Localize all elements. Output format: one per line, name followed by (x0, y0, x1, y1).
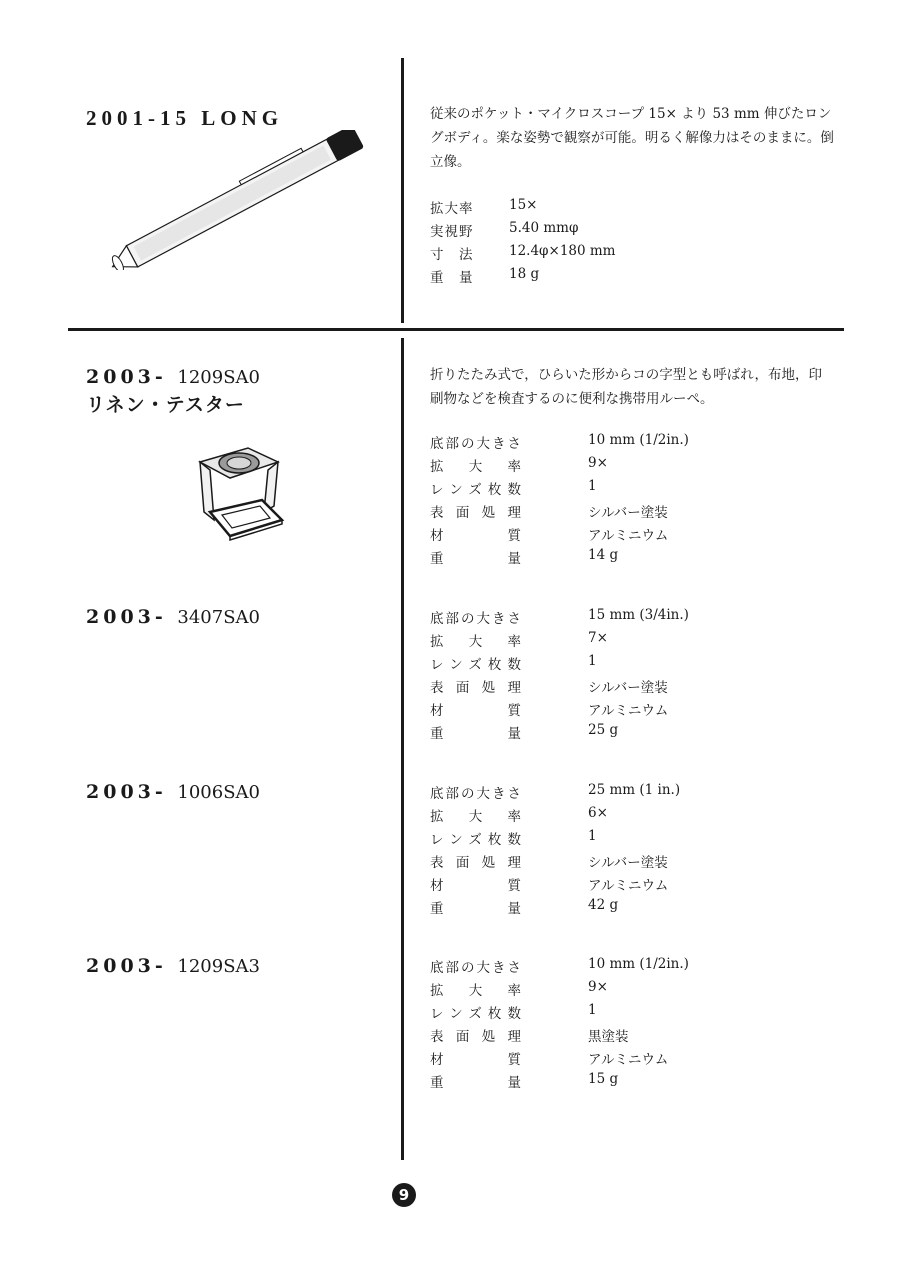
spec-value: 7× (588, 630, 608, 646)
section-divider (68, 328, 844, 331)
spec-value: シルバー塗装 (588, 505, 668, 521)
spec-label: 重量 (430, 726, 522, 742)
product-code-2003-1209SA0 (86, 366, 260, 388)
spec-label: 底部の大きさ (430, 960, 522, 976)
spec-row (430, 979, 689, 1002)
spec-value: アルミニウム (588, 703, 669, 719)
spec-label: レンズ枚数 (430, 1006, 522, 1022)
spec-value: 1 (588, 828, 597, 844)
product-model: 1209SA3 (177, 956, 260, 977)
spec-row (430, 501, 689, 524)
spec-row (430, 630, 689, 653)
spec-label: 拡大率 (430, 634, 522, 650)
spec-value: 25 mm (1 in.) (588, 782, 681, 798)
product-code: 2003- (86, 955, 167, 977)
spec-label: 表面処理 (430, 855, 522, 871)
spec-label: 重量 (430, 551, 522, 567)
spec-table (430, 956, 689, 1094)
spec-value: 9× (588, 455, 608, 471)
spec-value: 5.40 mmφ (509, 220, 579, 236)
long-pocket-microscope-illustration (88, 130, 388, 270)
column-divider-bottom (401, 338, 404, 1160)
spec-label: 材質 (430, 703, 522, 719)
spec-table (430, 782, 680, 920)
spec-row (430, 243, 615, 266)
product-code: 2003- (86, 781, 167, 803)
spec-value: アルミニウム (588, 1052, 669, 1068)
spec-row (430, 432, 689, 455)
spec-value: シルバー塗装 (588, 855, 668, 871)
folding-linen-tester-illustration (190, 440, 290, 550)
product-model: 1209SA0 (177, 367, 260, 388)
spec-value: アルミニウム (588, 878, 669, 894)
column-divider-top (401, 58, 404, 323)
product-code-2003-1209SA3 (86, 955, 260, 977)
product-model: 1006SA0 (177, 782, 260, 803)
spec-label: レンズ枚数 (430, 657, 522, 673)
product-model: 3407SA0 (177, 607, 260, 628)
spec-label: 拡大率 (430, 201, 474, 217)
spec-value: 42 g (588, 897, 619, 913)
page-number: 9 (392, 1183, 416, 1207)
spec-value: 1 (588, 1002, 597, 1018)
product-model: LONG (201, 106, 284, 130)
product-code-2003-3407SA0 (86, 606, 260, 628)
product-code-2003-1006SA0 (86, 781, 260, 803)
spec-label: 底部の大きさ (430, 786, 522, 802)
product-subtitle: リネン・テスター (86, 394, 245, 416)
spec-value: 18 g (509, 266, 540, 282)
spec-label: 重量 (430, 1075, 522, 1091)
spec-row (430, 524, 689, 547)
spec-row (430, 547, 689, 570)
spec-label: レンズ枚数 (430, 482, 522, 498)
spec-label: 材質 (430, 1052, 522, 1068)
spec-value: 黒塗装 (588, 1029, 629, 1045)
spec-row (430, 197, 615, 220)
spec-value: 15 mm (3/4in.) (588, 607, 689, 623)
spec-label: 材質 (430, 878, 522, 894)
spec-label: 表面処理 (430, 505, 522, 521)
spec-row (430, 1048, 689, 1071)
spec-value: 25 g (588, 722, 619, 738)
spec-value: 1 (588, 653, 597, 669)
spec-value: 15× (509, 197, 538, 213)
spec-row (430, 455, 689, 478)
spec-row (430, 805, 680, 828)
spec-value: 15 g (588, 1071, 619, 1087)
spec-row (430, 478, 689, 501)
spec-row (430, 699, 689, 722)
spec-row (430, 956, 689, 979)
spec-label: 実視野 (430, 224, 474, 240)
spec-value: 1 (588, 478, 597, 494)
spec-row (430, 676, 689, 699)
spec-value: 14 g (588, 547, 619, 563)
spec-row (430, 1071, 689, 1094)
spec-label: 拡大率 (430, 983, 522, 999)
product-code-2001-15 (86, 106, 283, 131)
spec-value: 9× (588, 979, 608, 995)
spec-label: 表面処理 (430, 680, 522, 696)
spec-label: 材質 (430, 528, 522, 544)
spec-row (430, 722, 689, 745)
spec-table (430, 432, 689, 570)
product-description: 従来のポケット・マイクロスコープ 15× より 53 mm 伸びたロングボディ。楽な姿勢で観察が可能。明るく解像力はそのままに。倒立像。 (430, 106, 834, 170)
spec-row (430, 266, 615, 289)
product-description: 折りたたみ式で，ひらいた形からコの字型とも呼ばれ，布地，印刷物などを検査するのに便利な携帯用ルーペ。 (430, 367, 823, 407)
spec-label: 拡大率 (430, 459, 522, 475)
spec-value: アルミニウム (588, 528, 669, 544)
spec-label: 拡大率 (430, 809, 522, 825)
spec-label: 重量 (430, 901, 522, 917)
spec-row (430, 653, 689, 676)
product-code: 2001-15 (86, 106, 191, 130)
spec-label: レンズ枚数 (430, 832, 522, 848)
product-code: 2003- (86, 366, 167, 388)
spec-row (430, 782, 680, 805)
spec-value: シルバー塗装 (588, 680, 668, 696)
spec-row (430, 851, 680, 874)
spec-row (430, 874, 680, 897)
spec-row (430, 828, 680, 851)
spec-label: 重 量 (430, 270, 474, 286)
spec-label: 表面処理 (430, 1029, 522, 1045)
spec-table (430, 607, 689, 745)
spec-label: 底部の大きさ (430, 436, 522, 452)
spec-label: 寸 法 (430, 247, 474, 263)
spec-value: 6× (588, 805, 608, 821)
product-code: 2003- (86, 606, 167, 628)
spec-row (430, 1002, 689, 1025)
spec-row (430, 220, 615, 243)
spec-row (430, 897, 680, 920)
spec-value: 10 mm (1/2in.) (588, 432, 689, 448)
spec-table (430, 197, 615, 289)
spec-row (430, 1025, 689, 1048)
spec-value: 10 mm (1/2in.) (588, 956, 689, 972)
spec-row (430, 607, 689, 630)
spec-label: 底部の大きさ (430, 611, 522, 627)
spec-value: 12.4φ×180 mm (509, 243, 616, 259)
